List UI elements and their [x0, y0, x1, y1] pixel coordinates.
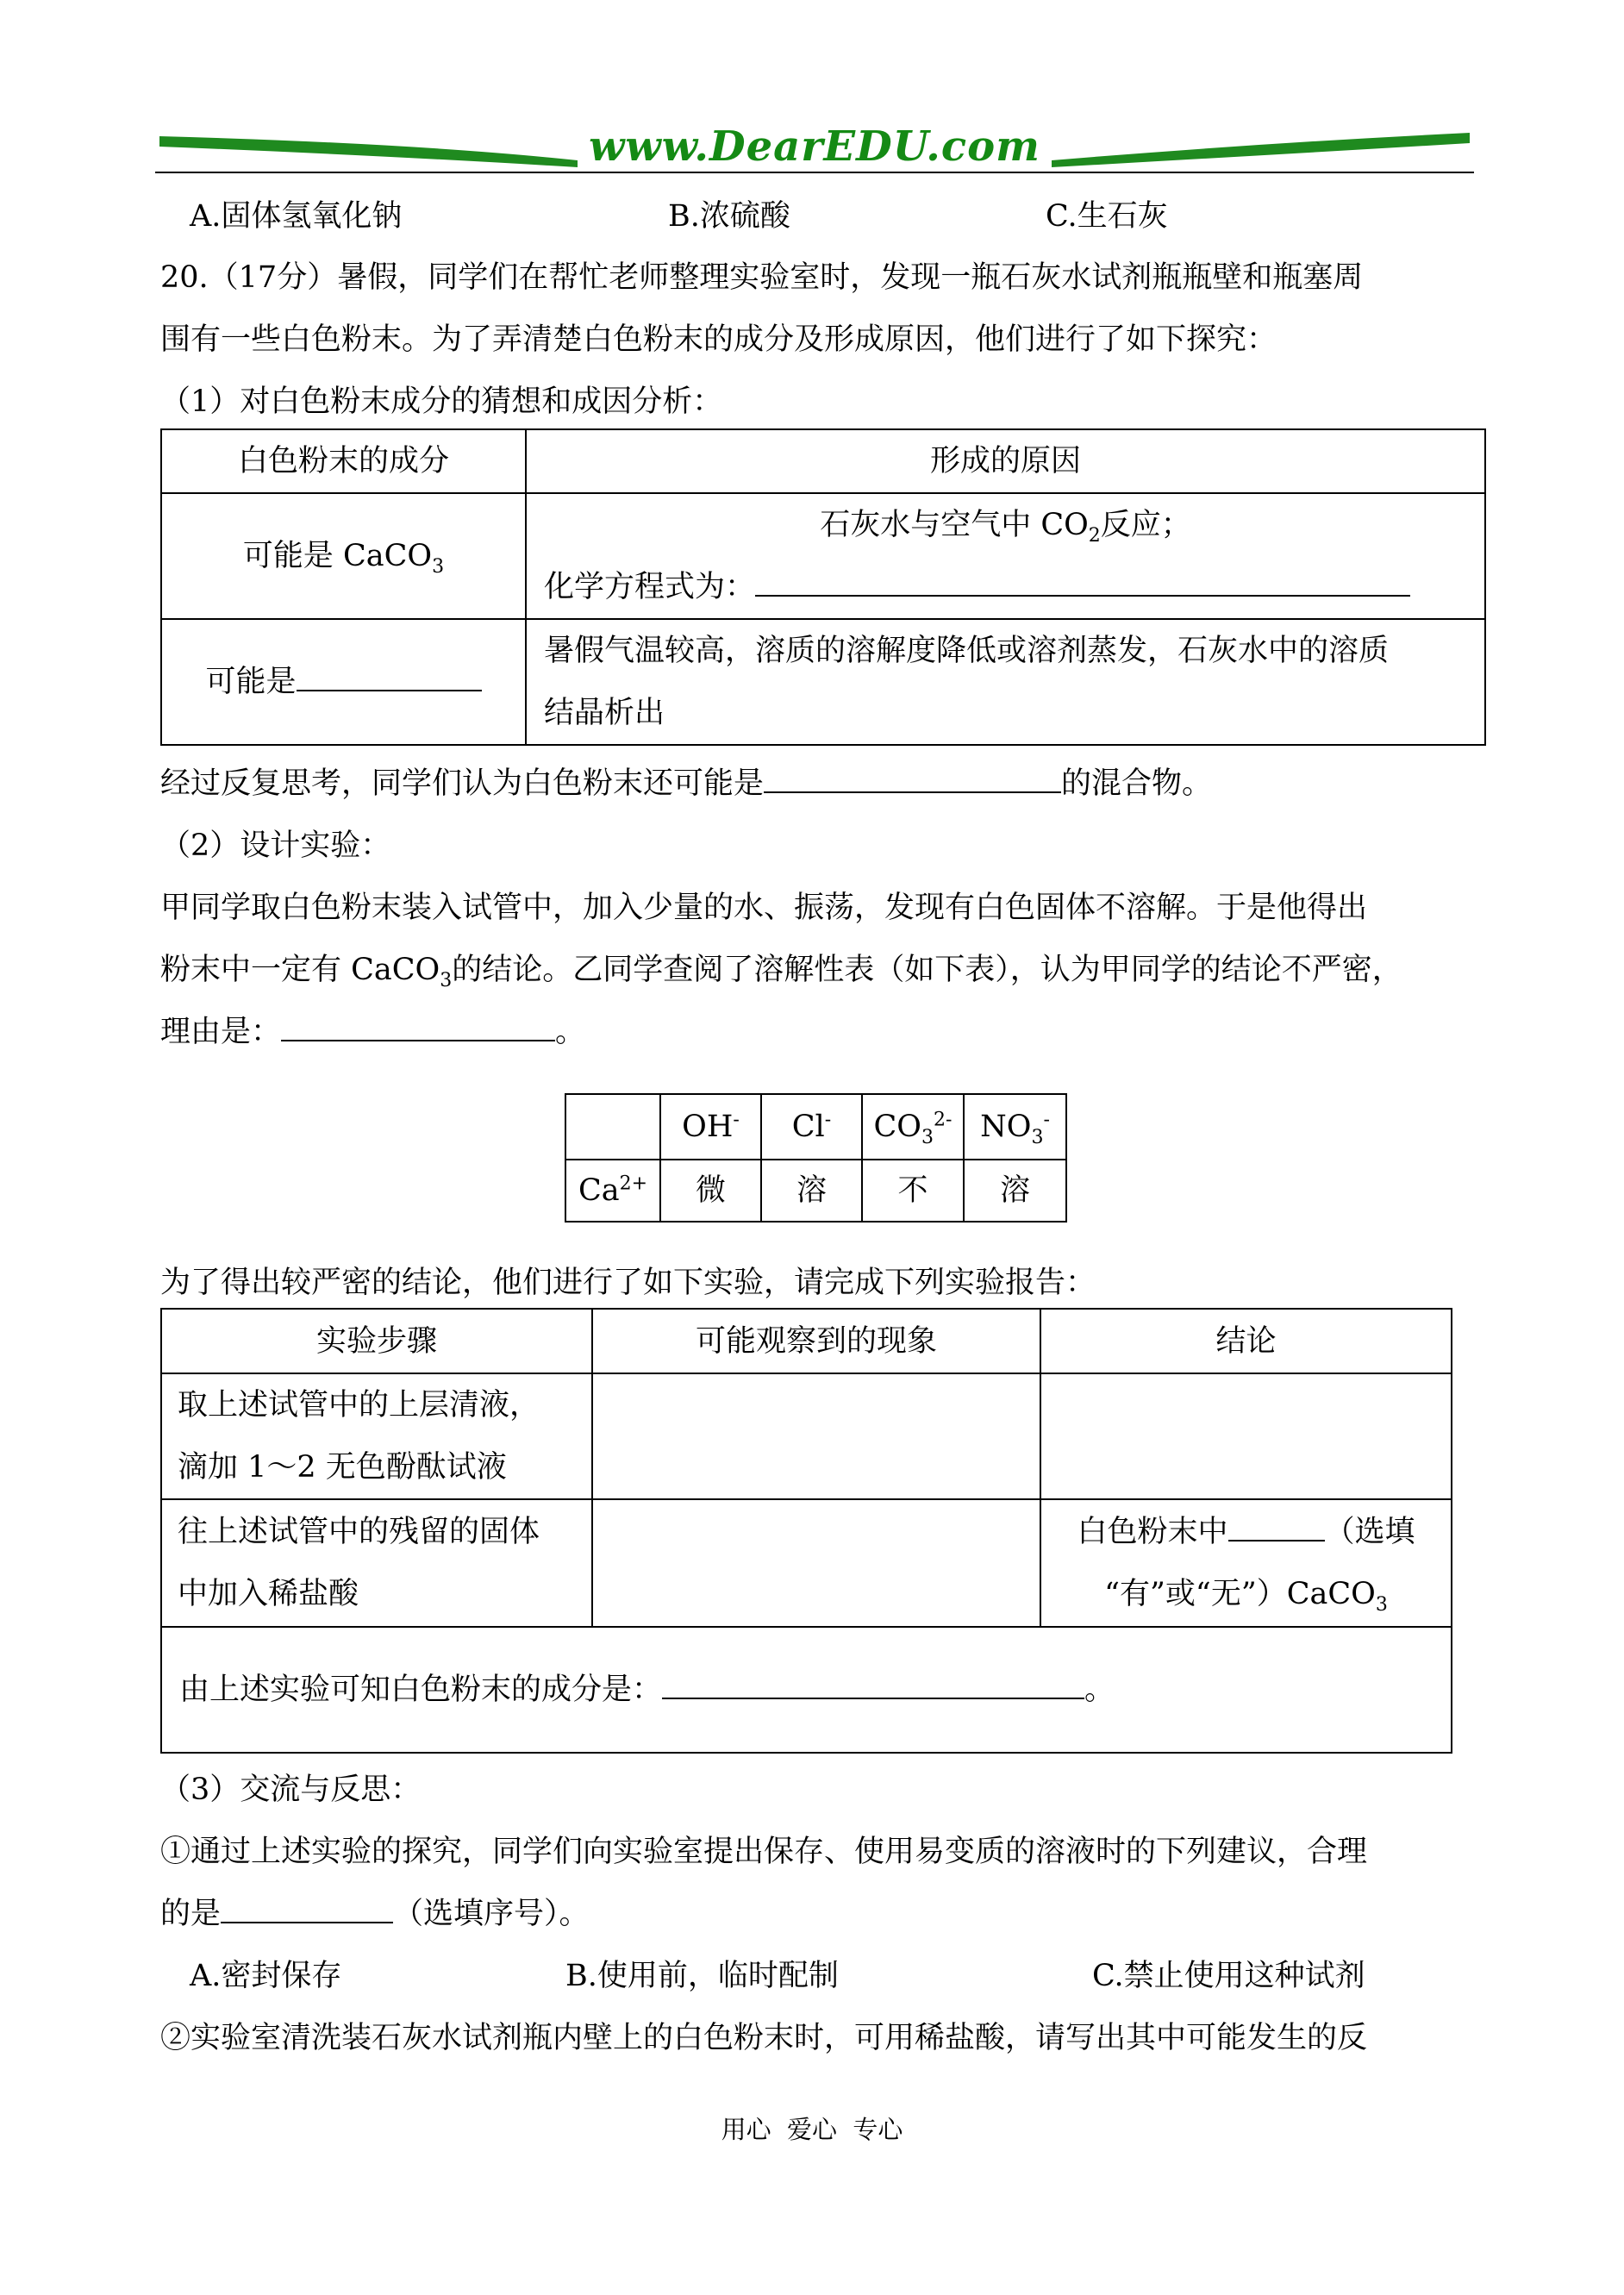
suggestion-option-b: B.使用前，临时配制 [565, 1959, 839, 1993]
option-b: B.浓硫酸 [668, 199, 790, 234]
solubility-ca-co3: 不 [862, 1160, 964, 1222]
section2-line4: 为了得出较严密的结论，他们进行了如下实验，请完成下列实验报告： [160, 1266, 1096, 1300]
solubility-ca-oh: 微 [660, 1160, 761, 1222]
table1-row1-component: 可能是 CaCO$_3$ [161, 493, 526, 619]
section3-line3: ②实验室清洗装石灰水试剂瓶内壁上的白色粉末时，可用稀盐酸，请写出其中可能发生的反 [160, 2021, 1368, 2055]
section2-title: （2）设计实验： [160, 829, 391, 863]
q20-line2: 围有一些白色粉末。为了弄清楚白色粉末的成分及形成原因，他们进行了如下探究： [160, 322, 1277, 357]
table2-summary-row: 由上述实验可知白色粉末的成分是： 。 [161, 1627, 1452, 1753]
section3-line1: ①通过上述实验的探究，同学们向实验室提出保存、使用易变质的溶液时的下列建议，合理 [160, 1835, 1368, 1869]
table2-row1-phenomenon-cell[interactable] [592, 1373, 1040, 1499]
solubility-table [565, 1093, 1067, 1223]
suggestion-option-c: C.禁止使用这种试剂 [1092, 1959, 1365, 1993]
section3-line2: 的是 （选填序号）。 [160, 1897, 590, 1931]
table2-header-conclusion: 结论 [1040, 1309, 1452, 1373]
cause-analysis-table [160, 428, 1486, 746]
table1-row2-component: 可能是 [161, 619, 526, 745]
table2-header-phenomenon: 可能观察到的现象 [592, 1309, 1040, 1373]
mixture-blank[interactable] [764, 766, 1061, 793]
option-a: A.固体氢氧化钠 [190, 199, 403, 234]
solubility-header-no3: $NO_3^-$ [964, 1094, 1066, 1160]
section1-title: （1）对白色粉末成分的猜想和成因分析： [160, 385, 723, 419]
reason-blank[interactable] [281, 1014, 555, 1041]
table2-row2-step: 往上述试管中的残留的固体 中加入稀盐酸 [161, 1499, 592, 1627]
solubility-header-cl: Cl- [761, 1094, 862, 1160]
table1-header-component: 白色粉末的成分 [161, 429, 526, 493]
section2-line1: 甲同学取白色粉末装入试管中，加入少量的水、振荡，发现有白色固体不溶解。于是他得出 [160, 891, 1368, 925]
option-c: C.生石灰 [1046, 199, 1168, 234]
table1-header-cause: 形成的原因 [526, 429, 1485, 493]
solubility-header-oh: OH- [660, 1094, 761, 1160]
table1-row2-cause: 暑假气温较高，溶质的溶解度降低或溶剂蒸发，石灰水中的溶质 结晶析出 [526, 619, 1485, 745]
table2-row1-conclusion-cell[interactable] [1040, 1373, 1452, 1499]
equation-blank[interactable] [755, 569, 1410, 597]
table2-row2-conclusion: 白色粉末中 （选填 “有”或“无”）CaCO$_3$ [1040, 1499, 1452, 1627]
table2-header-step: 实验步骤 [161, 1309, 592, 1373]
mixture-sentence: 经过反复思考，同学们认为白色粉末还可能是 的混合物。 [160, 766, 1213, 801]
solubility-row-ca: $Ca^{2+}$ [565, 1160, 660, 1222]
section2-line2: 粉末中一定有 CaCO$_3$的结论。乙同学查阅了溶解性表（如下表），认为甲同学的结论不严密， [160, 953, 1402, 991]
footer-text: 用心 爱心 专心 [721, 2115, 903, 2144]
section2-line3: 理由是： 。 [160, 1015, 586, 1049]
suggestion-blank[interactable] [221, 1896, 393, 1923]
table2-row1-step: 取上述试管中的上层清液， 滴加 1～2 无色酚酞试液 [161, 1373, 592, 1499]
header-logo-banner [155, 121, 1474, 181]
solubility-corner [565, 1094, 660, 1160]
composition-blank[interactable] [662, 1672, 1084, 1699]
section3-title: （3）交流与反思： [160, 1773, 422, 1807]
solubility-ca-cl: 溶 [761, 1160, 862, 1222]
suggestion-option-a: A.密封保存 [190, 1959, 342, 1993]
solubility-ca-no3: 溶 [964, 1160, 1066, 1222]
table1-row1-cause: 石灰水与空气中 $CO_2$反应； 化学方程式为： [526, 493, 1485, 619]
has-caco3-blank[interactable] [1228, 1514, 1325, 1541]
component-blank[interactable] [297, 664, 482, 691]
header-logo-text: www.DearEDU.com [589, 122, 1040, 171]
table2-row2-phenomenon-cell[interactable] [592, 1499, 1040, 1627]
solubility-header-co3: $CO_3^{2-}$ [862, 1094, 964, 1160]
q20-line1: 20.（17分）暑假，同学们在帮忙老师整理实验室时，发现一瓶石灰水试剂瓶瓶壁和瓶塞周 [160, 260, 1364, 295]
experiment-report-table [160, 1308, 1452, 1754]
